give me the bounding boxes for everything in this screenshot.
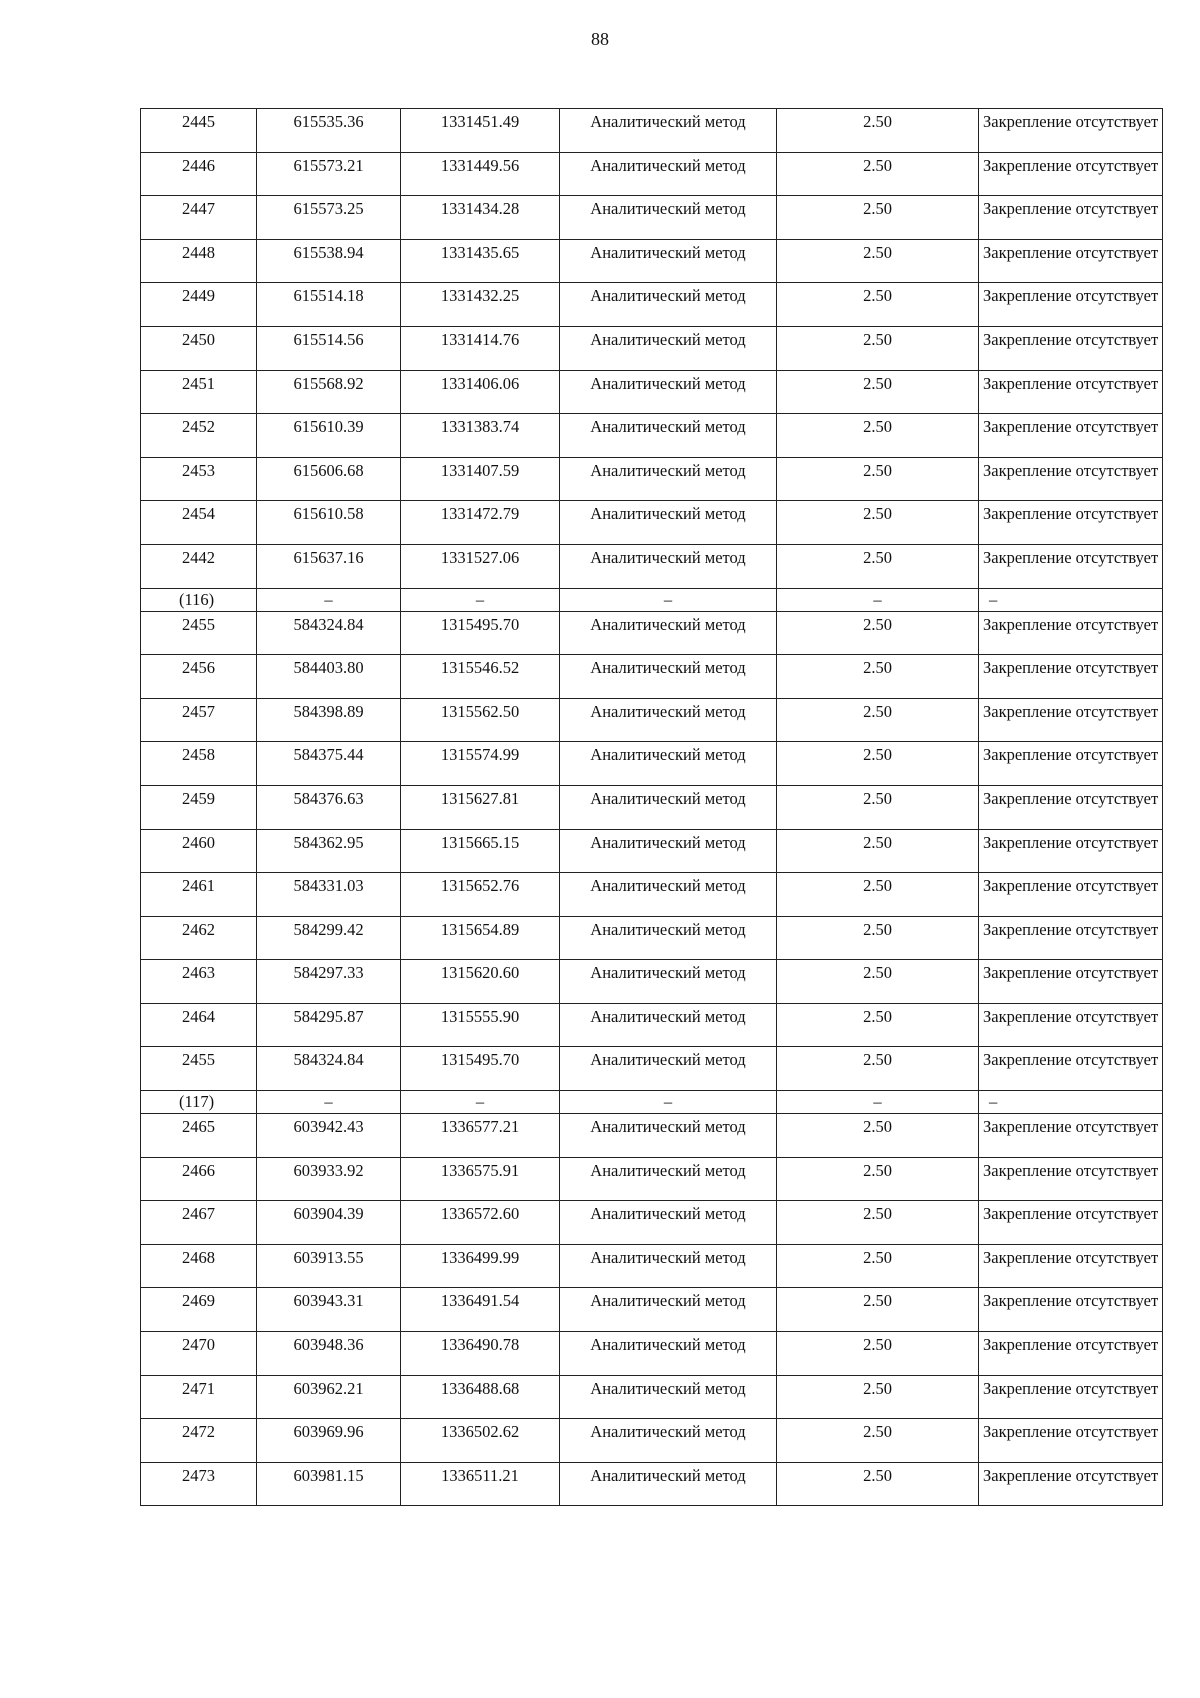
x-coordinate-cell: 615514.56 [257, 326, 401, 370]
table-row [141, 829, 1163, 873]
x-coordinate-cell: 584362.95 [257, 829, 401, 873]
point-number-cell: 2469 [141, 1288, 257, 1332]
accuracy-cell: 2.50 [777, 1047, 979, 1091]
y-coordinate-cell: 1331432.25 [401, 283, 560, 327]
accuracy-cell: 2.50 [777, 283, 979, 327]
page-number: 88 [591, 29, 609, 49]
y-coordinate-cell: 1315495.70 [401, 611, 560, 655]
point-number-cell: 2457 [141, 698, 257, 742]
accuracy-cell: 2.50 [777, 196, 979, 240]
point-number-cell: 2472 [141, 1419, 257, 1463]
y-coordinate-cell: 1315555.90 [401, 1003, 560, 1047]
fixing-cell: Закрепление отсутствует [979, 544, 1163, 588]
accuracy-cell: 2.50 [777, 1375, 979, 1419]
x-coordinate-cell: 584403.80 [257, 655, 401, 699]
method-cell: Аналитический метод [560, 1244, 777, 1288]
point-number-cell: 2460 [141, 829, 257, 873]
point-number-cell: 2449 [141, 283, 257, 327]
accuracy-cell: 2.50 [777, 785, 979, 829]
y-coordinate-cell: 1315495.70 [401, 1047, 560, 1091]
table-row [141, 1375, 1163, 1419]
point-number-cell: 2447 [141, 196, 257, 240]
fixing-cell: Закрепление отсутствует [979, 960, 1163, 1004]
table-row [141, 1114, 1163, 1158]
point-number-cell: 2471 [141, 1375, 257, 1419]
y-coordinate-cell: 1336575.91 [401, 1157, 560, 1201]
method-cell: Аналитический метод [560, 239, 777, 283]
x-coordinate-cell: 603942.43 [257, 1114, 401, 1158]
fixing-cell: – [979, 1091, 1163, 1114]
x-coordinate-cell: 603981.15 [257, 1462, 401, 1506]
x-coordinate-cell: 603904.39 [257, 1201, 401, 1245]
y-coordinate-cell: 1331449.56 [401, 152, 560, 196]
fixing-cell: Закрепление отсутствует [979, 1419, 1163, 1463]
accuracy-cell: 2.50 [777, 152, 979, 196]
method-cell: Аналитический метод [560, 1462, 777, 1506]
fixing-cell: Закрепление отсутствует [979, 1157, 1163, 1201]
accuracy-cell: – [777, 1091, 979, 1114]
point-number-cell: 2462 [141, 916, 257, 960]
accuracy-cell: 2.50 [777, 501, 979, 545]
accuracy-cell: 2.50 [777, 544, 979, 588]
table-row [141, 742, 1163, 786]
point-number-cell: 2463 [141, 960, 257, 1004]
method-cell: Аналитический метод [560, 326, 777, 370]
x-coordinate-cell: – [257, 1091, 401, 1114]
y-coordinate-cell: 1336511.21 [401, 1462, 560, 1506]
point-number-cell: 2442 [141, 544, 257, 588]
accuracy-cell: 2.50 [777, 873, 979, 917]
x-coordinate-cell: 584398.89 [257, 698, 401, 742]
point-number-cell: 2445 [141, 109, 257, 153]
x-coordinate-cell: 615637.16 [257, 544, 401, 588]
x-coordinate-cell: 603948.36 [257, 1332, 401, 1376]
table-row [141, 370, 1163, 414]
accuracy-cell: 2.50 [777, 1332, 979, 1376]
fixing-cell: Закрепление отсутствует [979, 109, 1163, 153]
point-number-cell: 2453 [141, 457, 257, 501]
accuracy-cell: 2.50 [777, 239, 979, 283]
table-row [141, 196, 1163, 240]
table-row [141, 1244, 1163, 1288]
point-number-cell: 2465 [141, 1114, 257, 1158]
point-number-cell: 2450 [141, 326, 257, 370]
y-coordinate-cell: 1331407.59 [401, 457, 560, 501]
y-coordinate-cell: 1336499.99 [401, 1244, 560, 1288]
accuracy-cell: 2.50 [777, 1201, 979, 1245]
y-coordinate-cell: 1331527.06 [401, 544, 560, 588]
method-cell: Аналитический метод [560, 1332, 777, 1376]
table-row [141, 1157, 1163, 1201]
table-row [141, 698, 1163, 742]
x-coordinate-cell: 584376.63 [257, 785, 401, 829]
coordinates-table [140, 108, 1163, 1506]
point-number-cell: 2466 [141, 1157, 257, 1201]
y-coordinate-cell: 1315652.76 [401, 873, 560, 917]
coordinates-table-body [141, 109, 1163, 1506]
x-coordinate-cell: 603933.92 [257, 1157, 401, 1201]
method-cell: Аналитический метод [560, 1157, 777, 1201]
table-row [141, 785, 1163, 829]
fixing-cell: Закрепление отсутствует [979, 283, 1163, 327]
method-cell: Аналитический метод [560, 370, 777, 414]
table-row [141, 611, 1163, 655]
method-cell: Аналитический метод [560, 655, 777, 699]
method-cell: Аналитический метод [560, 611, 777, 655]
accuracy-cell: 2.50 [777, 698, 979, 742]
fixing-cell: Закрепление отсутствует [979, 655, 1163, 699]
point-number-cell: 2452 [141, 414, 257, 458]
accuracy-cell: 2.50 [777, 1462, 979, 1506]
fixing-cell: Закрепление отсутствует [979, 1332, 1163, 1376]
y-coordinate-cell: 1315546.52 [401, 655, 560, 699]
y-coordinate-cell: 1331451.49 [401, 109, 560, 153]
fixing-cell: Закрепление отсутствует [979, 829, 1163, 873]
fixing-cell: Закрепление отсутствует [979, 611, 1163, 655]
method-cell: Аналитический метод [560, 742, 777, 786]
accuracy-cell: 2.50 [777, 611, 979, 655]
accuracy-cell: 2.50 [777, 109, 979, 153]
table-row [141, 1419, 1163, 1463]
y-coordinate-cell: 1336490.78 [401, 1332, 560, 1376]
point-number-cell: 2455 [141, 611, 257, 655]
x-coordinate-cell: 603913.55 [257, 1244, 401, 1288]
y-coordinate-cell: 1336502.62 [401, 1419, 560, 1463]
method-cell: Аналитический метод [560, 698, 777, 742]
point-number-cell: 2448 [141, 239, 257, 283]
point-number-cell: (117) [141, 1091, 257, 1114]
point-number-cell: 2468 [141, 1244, 257, 1288]
fixing-cell: Закрепление отсутствует [979, 239, 1163, 283]
fixing-cell: Закрепление отсутствует [979, 501, 1163, 545]
y-coordinate-cell: 1315627.81 [401, 785, 560, 829]
x-coordinate-cell: 615573.21 [257, 152, 401, 196]
point-number-cell: 2464 [141, 1003, 257, 1047]
x-coordinate-cell: 584331.03 [257, 873, 401, 917]
x-coordinate-cell: 584324.84 [257, 611, 401, 655]
y-coordinate-cell: 1331383.74 [401, 414, 560, 458]
fixing-cell: Закрепление отсутствует [979, 1003, 1163, 1047]
accuracy-cell: 2.50 [777, 326, 979, 370]
method-cell: Аналитический метод [560, 1288, 777, 1332]
x-coordinate-cell: 615538.94 [257, 239, 401, 283]
fixing-cell: Закрепление отсутствует [979, 1288, 1163, 1332]
method-cell: – [560, 1091, 777, 1114]
table-row [141, 457, 1163, 501]
table-row [141, 1332, 1163, 1376]
y-coordinate-cell: 1315665.15 [401, 829, 560, 873]
method-cell: Аналитический метод [560, 1419, 777, 1463]
table-row [141, 239, 1163, 283]
point-number-cell: (116) [141, 588, 257, 611]
method-cell: Аналитический метод [560, 152, 777, 196]
y-coordinate-cell: 1331414.76 [401, 326, 560, 370]
x-coordinate-cell: 603943.31 [257, 1288, 401, 1332]
point-number-cell: 2456 [141, 655, 257, 699]
point-number-cell: 2470 [141, 1332, 257, 1376]
y-coordinate-cell: – [401, 1091, 560, 1114]
x-coordinate-cell: – [257, 588, 401, 611]
fixing-cell: Закрепление отсутствует [979, 1375, 1163, 1419]
table-row [141, 1003, 1163, 1047]
table-row [141, 1201, 1163, 1245]
accuracy-cell: 2.50 [777, 1003, 979, 1047]
fixing-cell: Закрепление отсутствует [979, 457, 1163, 501]
y-coordinate-cell: – [401, 588, 560, 611]
x-coordinate-cell: 603969.96 [257, 1419, 401, 1463]
y-coordinate-cell: 1315654.89 [401, 916, 560, 960]
method-cell: Аналитический метод [560, 283, 777, 327]
method-cell: Аналитический метод [560, 1114, 777, 1158]
table-row [141, 960, 1163, 1004]
method-cell: Аналитический метод [560, 1047, 777, 1091]
y-coordinate-cell: 1336572.60 [401, 1201, 560, 1245]
accuracy-cell: 2.50 [777, 829, 979, 873]
y-coordinate-cell: 1331434.28 [401, 196, 560, 240]
table-row [141, 544, 1163, 588]
accuracy-cell: 2.50 [777, 1419, 979, 1463]
contour-separator-row [141, 1091, 1163, 1114]
method-cell: Аналитический метод [560, 501, 777, 545]
x-coordinate-cell: 584375.44 [257, 742, 401, 786]
table-row [141, 501, 1163, 545]
accuracy-cell: 2.50 [777, 655, 979, 699]
fixing-cell: Закрепление отсутствует [979, 326, 1163, 370]
table-row [141, 1047, 1163, 1091]
fixing-cell: Закрепление отсутствует [979, 1201, 1163, 1245]
point-number-cell: 2458 [141, 742, 257, 786]
x-coordinate-cell: 584324.84 [257, 1047, 401, 1091]
contour-separator-row [141, 588, 1163, 611]
fixing-cell: Закрепление отсутствует [979, 370, 1163, 414]
method-cell: Аналитический метод [560, 457, 777, 501]
fixing-cell: Закрепление отсутствует [979, 742, 1163, 786]
accuracy-cell: 2.50 [777, 1114, 979, 1158]
table-row [141, 152, 1163, 196]
accuracy-cell: 2.50 [777, 1157, 979, 1201]
method-cell: Аналитический метод [560, 829, 777, 873]
x-coordinate-cell: 615535.36 [257, 109, 401, 153]
table-row [141, 916, 1163, 960]
accuracy-cell: 2.50 [777, 1288, 979, 1332]
method-cell: Аналитический метод [560, 196, 777, 240]
x-coordinate-cell: 615573.25 [257, 196, 401, 240]
fixing-cell: Закрепление отсутствует [979, 152, 1163, 196]
fixing-cell: Закрепление отсутствует [979, 1244, 1163, 1288]
y-coordinate-cell: 1331435.65 [401, 239, 560, 283]
accuracy-cell: 2.50 [777, 414, 979, 458]
table-row [141, 109, 1163, 153]
accuracy-cell: 2.50 [777, 960, 979, 1004]
x-coordinate-cell: 615610.58 [257, 501, 401, 545]
accuracy-cell: 2.50 [777, 1244, 979, 1288]
table-row [141, 414, 1163, 458]
point-number-cell: 2454 [141, 501, 257, 545]
y-coordinate-cell: 1336491.54 [401, 1288, 560, 1332]
method-cell: Аналитический метод [560, 109, 777, 153]
y-coordinate-cell: 1331406.06 [401, 370, 560, 414]
y-coordinate-cell: 1315562.50 [401, 698, 560, 742]
x-coordinate-cell: 615514.18 [257, 283, 401, 327]
x-coordinate-cell: 615610.39 [257, 414, 401, 458]
point-number-cell: 2455 [141, 1047, 257, 1091]
fixing-cell: Закрепление отсутствует [979, 1462, 1163, 1506]
method-cell: – [560, 588, 777, 611]
point-number-cell: 2473 [141, 1462, 257, 1506]
method-cell: Аналитический метод [560, 1201, 777, 1245]
table-row [141, 283, 1163, 327]
table-row [141, 1288, 1163, 1332]
x-coordinate-cell: 603962.21 [257, 1375, 401, 1419]
accuracy-cell: – [777, 588, 979, 611]
y-coordinate-cell: 1331472.79 [401, 501, 560, 545]
x-coordinate-cell: 584295.87 [257, 1003, 401, 1047]
method-cell: Аналитический метод [560, 916, 777, 960]
y-coordinate-cell: 1315620.60 [401, 960, 560, 1004]
point-number-cell: 2459 [141, 785, 257, 829]
point-number-cell: 2467 [141, 1201, 257, 1245]
method-cell: Аналитический метод [560, 414, 777, 458]
table-row [141, 326, 1163, 370]
method-cell: Аналитический метод [560, 1003, 777, 1047]
y-coordinate-cell: 1336577.21 [401, 1114, 560, 1158]
fixing-cell: – [979, 588, 1163, 611]
x-coordinate-cell: 615568.92 [257, 370, 401, 414]
method-cell: Аналитический метод [560, 873, 777, 917]
table-row [141, 655, 1163, 699]
fixing-cell: Закрепление отсутствует [979, 785, 1163, 829]
fixing-cell: Закрепление отсутствует [979, 916, 1163, 960]
accuracy-cell: 2.50 [777, 916, 979, 960]
fixing-cell: Закрепление отсутствует [979, 1114, 1163, 1158]
accuracy-cell: 2.50 [777, 742, 979, 786]
point-number-cell: 2451 [141, 370, 257, 414]
fixing-cell: Закрепление отсутствует [979, 873, 1163, 917]
method-cell: Аналитический метод [560, 785, 777, 829]
fixing-cell: Закрепление отсутствует [979, 698, 1163, 742]
table-row [141, 873, 1163, 917]
y-coordinate-cell: 1336488.68 [401, 1375, 560, 1419]
x-coordinate-cell: 584299.42 [257, 916, 401, 960]
method-cell: Аналитический метод [560, 960, 777, 1004]
point-number-cell: 2461 [141, 873, 257, 917]
fixing-cell: Закрепление отсутствует [979, 1047, 1163, 1091]
x-coordinate-cell: 615606.68 [257, 457, 401, 501]
table-row [141, 1462, 1163, 1506]
fixing-cell: Закрепление отсутствует [979, 196, 1163, 240]
x-coordinate-cell: 584297.33 [257, 960, 401, 1004]
accuracy-cell: 2.50 [777, 370, 979, 414]
y-coordinate-cell: 1315574.99 [401, 742, 560, 786]
method-cell: Аналитический метод [560, 544, 777, 588]
accuracy-cell: 2.50 [777, 457, 979, 501]
point-number-cell: 2446 [141, 152, 257, 196]
fixing-cell: Закрепление отсутствует [979, 414, 1163, 458]
method-cell: Аналитический метод [560, 1375, 777, 1419]
